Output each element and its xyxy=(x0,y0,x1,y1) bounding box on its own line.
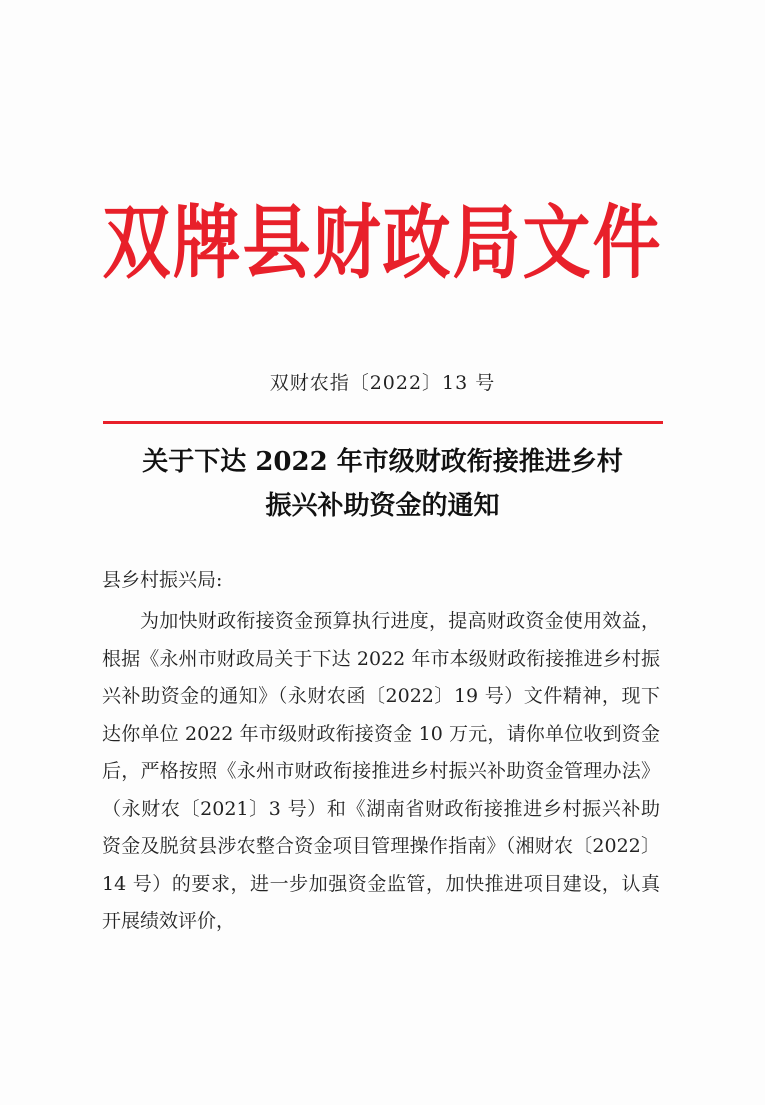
document-title-line-1: 关于下达 2022 年市级财政衔接推进乡村 xyxy=(142,447,623,477)
document-title xyxy=(60,440,705,528)
document-title-line-2: 振兴补助资金的通知 xyxy=(265,491,500,521)
red-divider-line xyxy=(103,421,663,424)
issuing-authority-header: 双牌县财政局文件 xyxy=(102,196,663,291)
document-number: 双财农指〔2022〕13 号 xyxy=(269,372,496,394)
addressee: 县乡村振兴局: xyxy=(102,569,223,591)
body-paragraph: 为加快财政衔接资金预算执行进度，提高财政资金使用效益，根据《永州市财政局关于下达 2022 年市本级财政衔接推进乡村振兴补助资金的通知》（永财农函〔2022〕19 号）文件精神，现下达你单位 2022 年市级财政衔接资金 10 万元，请你单位收到资金后，严格按照《永州市财政衔接推进乡村振兴补助资金管理办法》（永财农〔2021〕3 号）和《湖南省财政衔接推进乡村振兴补助资金及脱贫县涉农整合资金项目管理操作指南》（湘财农〔2022〕14 号）的要求，进一步加强资金监管，加快推进项目建设，认真开展绩效评价， xyxy=(102,610,660,932)
